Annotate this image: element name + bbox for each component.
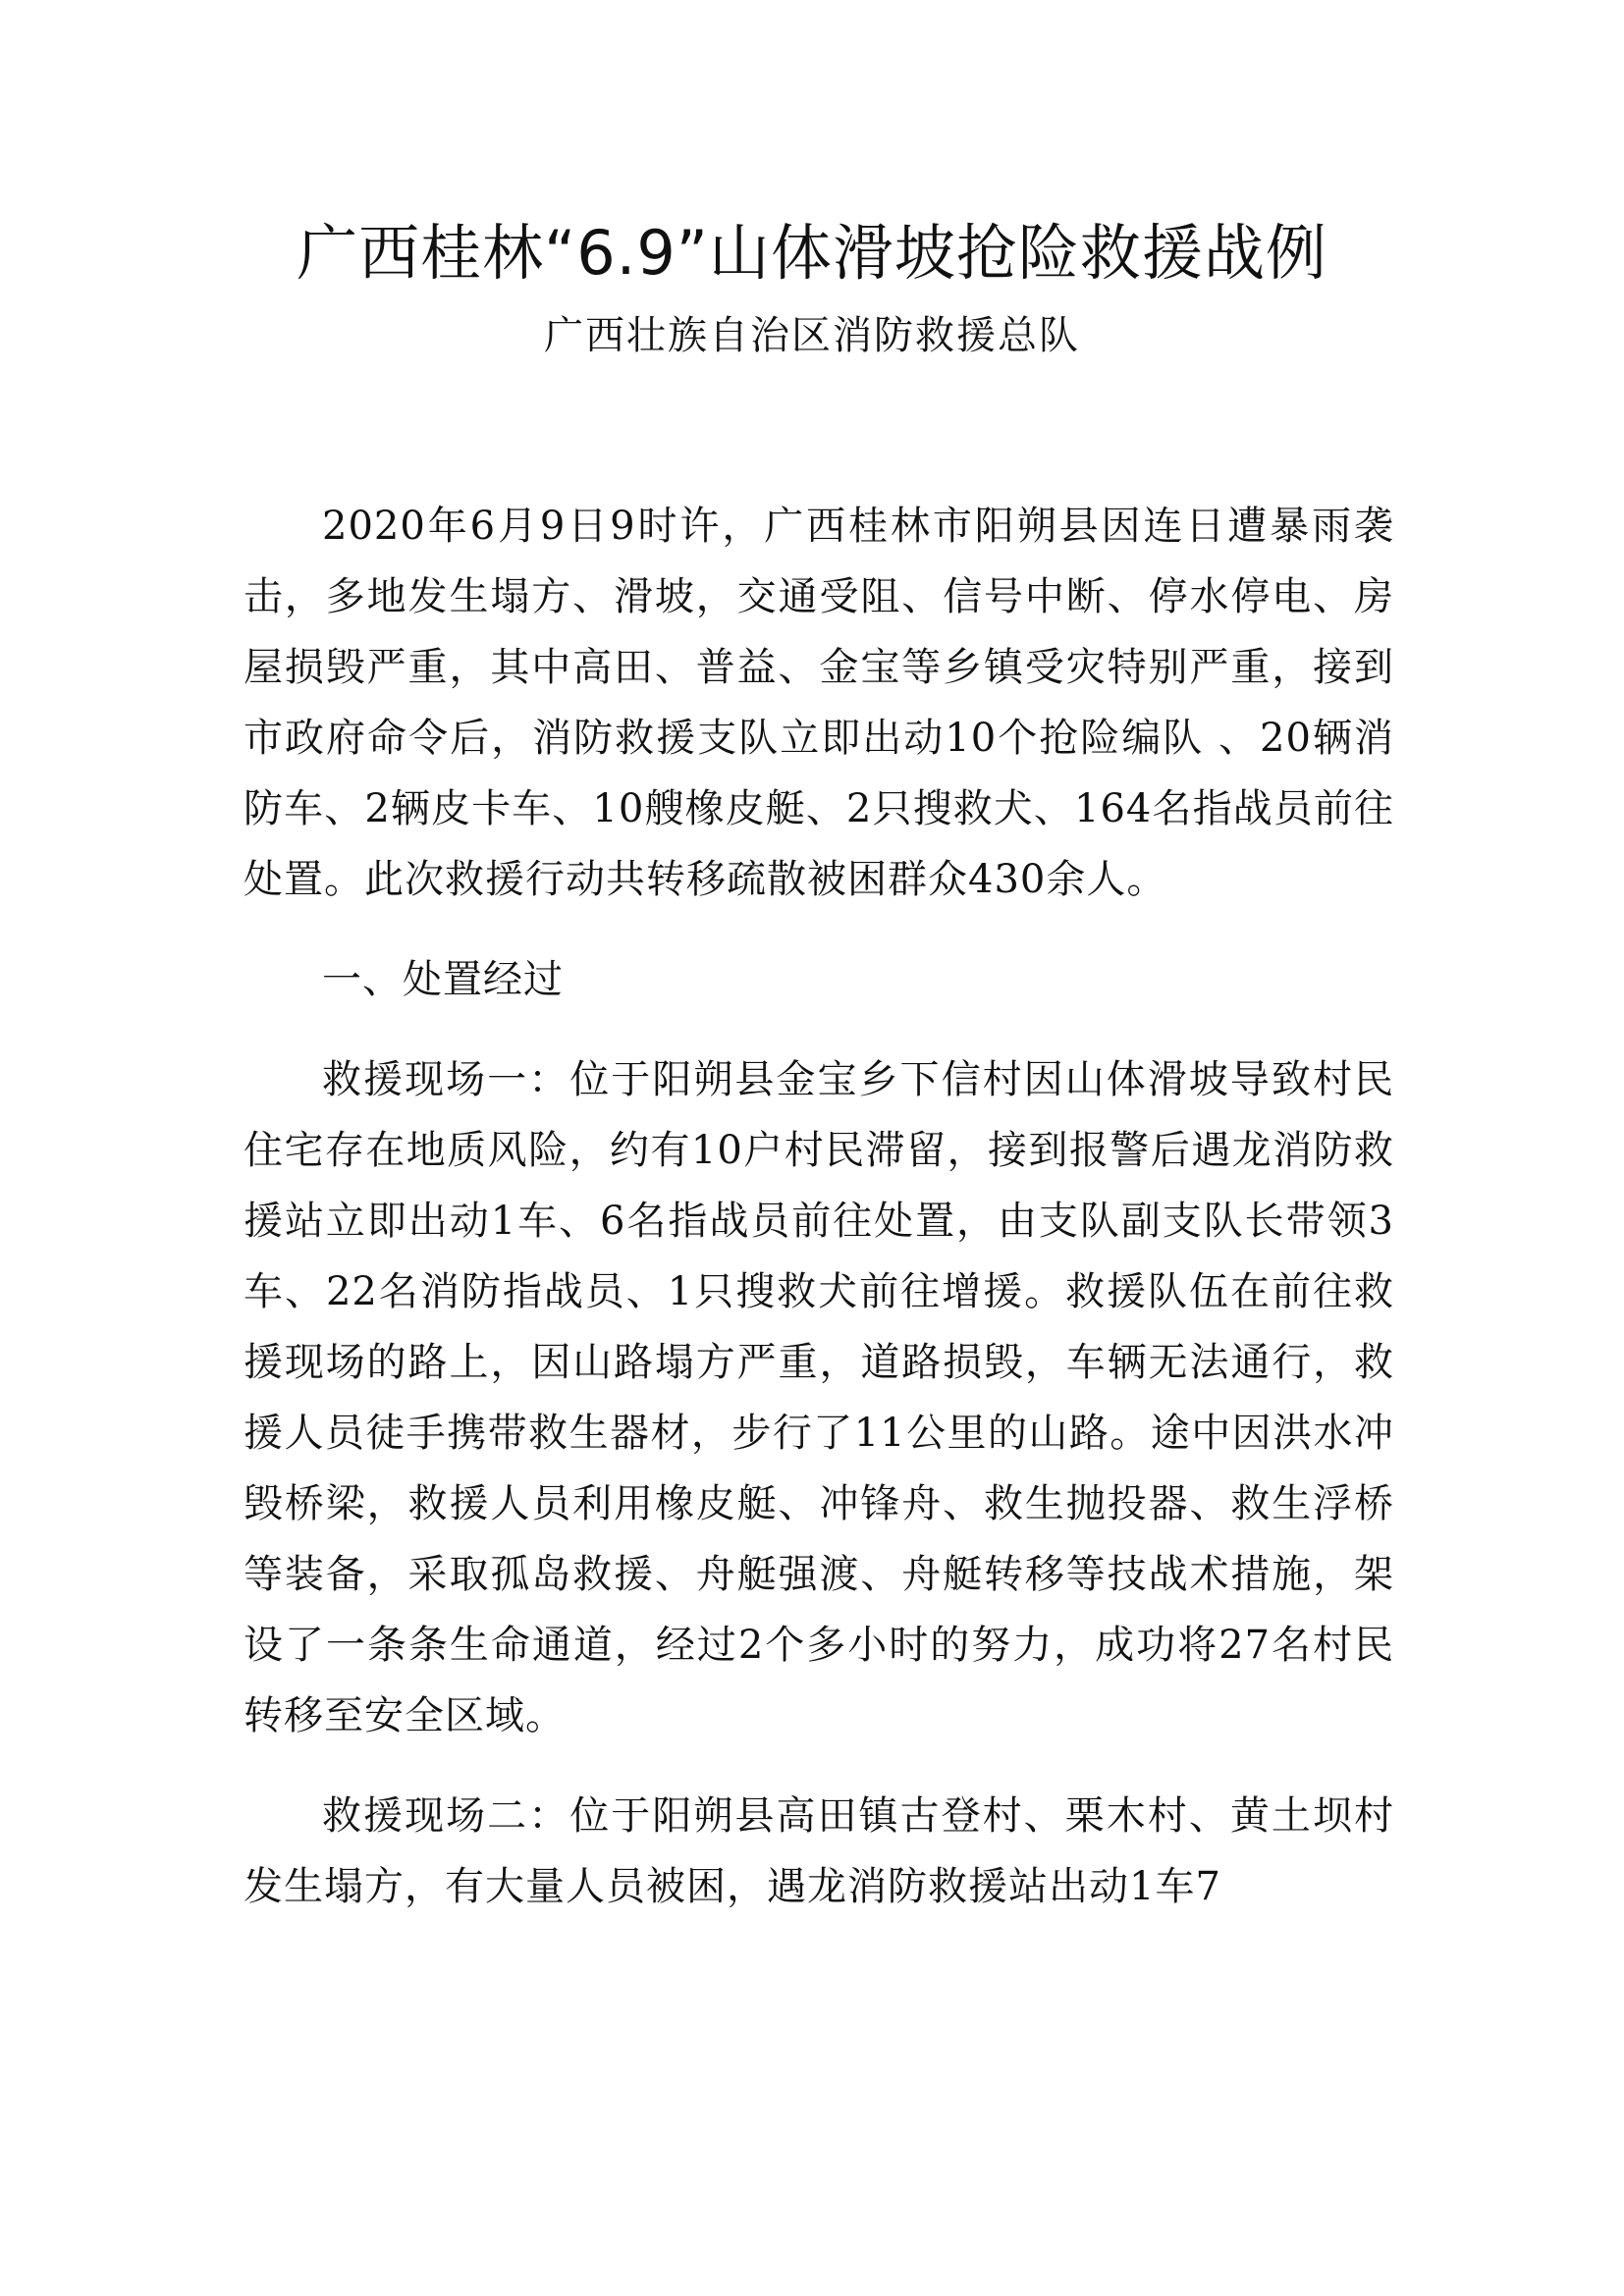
document-author: 广西壮族自治区消防救援总队 [544, 313, 1080, 358]
scene-two-paragraph: 救援现场二：位于阳朔县高田镇古登村、栗木村、黄土坝村发生塌方，有大量人员被困，遇龙消防救援站出动1车7 [244, 1793, 1394, 1909]
document-body [244, 491, 1394, 1922]
scene-one-paragraph: 救援现场一：位于阳朔县金宝乡下信村因山体滑坡导致村民住宅存在地质风险，约有10户村民滞留，接到报警后遇龙消防救援站立即出动1车、6名指战员前往处置，由支队副支队长带领3车、22名消防指战员、1只搜救犬前往增援。救援队伍在前往救援现场的路上，因山路塌方严重，道路损毁，车辆无法通行，救援人员徒手携带救生器材，步行了11公里的山路。途中因洪水冲毁桥梁，救援人员利用橡皮艇、冲锋舟、救生抛投器、救生浮桥等装备，采取孤岛救援、舟艇强渡、舟艇转移等技战术措施，架设了一条条生命通道，经过2个多小时的努力，成功将27名村民转移至安全区域。 [244, 1057, 1394, 1738]
section-heading: 一、处置经过 [322, 957, 564, 1002]
document-title: 广西桂林“6.9”山体滑坡抢险救援战例 [297, 217, 1327, 289]
intro-paragraph: 2020年6月9日9时许，广西桂林市阳朔县因连日遭暴雨袭击，多地发生塌方、滑坡，交通受阻、信号中断、停水停电、房屋损毁严重，其中高田、普益、金宝等乡镇受灾特别严重，接到市政府命令后，消防救援支队立即出动10个抢险编队 、20辆消防车、2辆皮卡车、10艘橡皮艇、2只搜救犬、164名指战员前往处置。此次救援行动共转移疏散被困群众430余人。 [244, 504, 1394, 902]
